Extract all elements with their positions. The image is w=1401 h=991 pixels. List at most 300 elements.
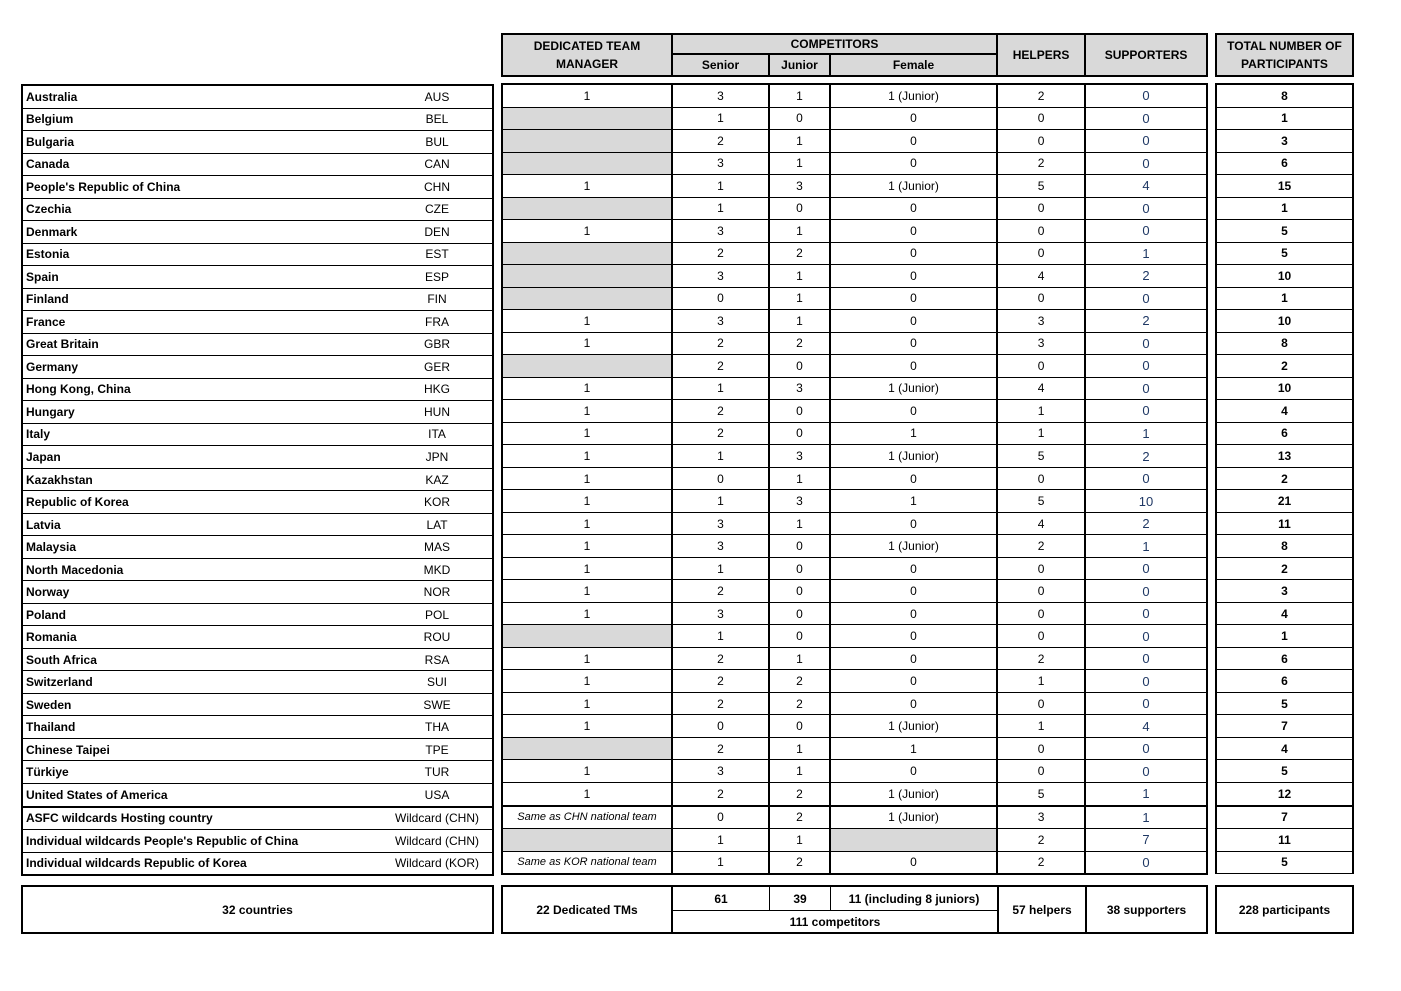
tm-cell (502, 829, 672, 852)
female-cell: 1 (Junior) (830, 535, 997, 558)
country-name: Belgium (22, 108, 382, 131)
country-row (22, 783, 493, 806)
female-cell: 0 (830, 557, 997, 580)
country-code: GBR (382, 333, 493, 356)
participants-table-body (502, 76, 1207, 874)
spacer (1216, 76, 1353, 84)
helpers-cell: 2 (997, 84, 1085, 107)
tm-cell (502, 197, 672, 220)
supporters-cell: 1 (1085, 782, 1207, 805)
total-cell: 1 (1216, 107, 1353, 130)
helpers-cell: 2 (997, 535, 1085, 558)
country-code: BUL (382, 131, 493, 154)
country-code: AUS (382, 85, 493, 108)
table-row (502, 220, 1207, 243)
supporters-cell: 0 (1085, 152, 1207, 175)
total-row (1216, 242, 1353, 265)
summary-supporters: 38 supporters (1085, 885, 1208, 934)
helpers-cell: 2 (997, 647, 1085, 670)
junior-cell: 1 (769, 287, 830, 310)
senior-cell: 1 (672, 851, 769, 874)
senior-cell: 2 (672, 737, 769, 760)
country-name: Switzerland (22, 671, 382, 694)
helpers-cell: 1 (997, 670, 1085, 693)
total-row (1216, 806, 1353, 829)
tm-cell (502, 130, 672, 153)
senior-cell: 3 (672, 512, 769, 535)
tm-cell: 1 (502, 400, 672, 423)
helpers-cell: 3 (997, 310, 1085, 333)
table-row (502, 377, 1207, 400)
female-cell: 1 (Junior) (830, 715, 997, 738)
total-cell: 11 (1216, 512, 1353, 535)
tm-cell: 1 (502, 602, 672, 625)
country-code: SWE (382, 693, 493, 716)
total-row (1216, 737, 1353, 760)
supporters-cell: 0 (1085, 670, 1207, 693)
country-name: South Africa (22, 648, 382, 671)
country-row (22, 558, 493, 581)
female-cell: 0 (830, 580, 997, 603)
header-female: Female (830, 54, 997, 76)
supporters-cell: 1 (1085, 806, 1207, 829)
country-name: Latvia (22, 513, 382, 536)
country-code: POL (382, 603, 493, 626)
summary-total-participants: 228 participants (1215, 885, 1354, 934)
total-cell: 8 (1216, 332, 1353, 355)
supporters-cell: 2 (1085, 310, 1207, 333)
total-row (1216, 220, 1353, 243)
senior-cell: 1 (672, 490, 769, 513)
junior-cell: 1 (769, 265, 830, 288)
junior-cell: 1 (769, 152, 830, 175)
junior-cell: 2 (769, 242, 830, 265)
total-row (1216, 287, 1353, 310)
total-row (1216, 422, 1353, 445)
junior-cell: 0 (769, 715, 830, 738)
total-cell: 15 (1216, 175, 1353, 198)
table-row (502, 152, 1207, 175)
female-cell: 0 (830, 400, 997, 423)
country-name: Japan (22, 446, 382, 469)
supporters-cell: 0 (1085, 377, 1207, 400)
helpers-cell: 2 (997, 829, 1085, 852)
country-code: TUR (382, 761, 493, 784)
country-code: RSA (382, 648, 493, 671)
helpers-cell: 0 (997, 220, 1085, 243)
table-row (502, 107, 1207, 130)
header-helpers: HELPERS (997, 34, 1085, 76)
junior-cell: 3 (769, 490, 830, 513)
helpers-cell: 0 (997, 107, 1085, 130)
country-code: FIN (382, 288, 493, 311)
country-code: ROU (382, 626, 493, 649)
table-row (502, 310, 1207, 333)
total-row (1216, 310, 1353, 333)
tm-cell: Same as CHN national team (502, 806, 672, 829)
table-row (502, 130, 1207, 153)
helpers-cell: 0 (997, 467, 1085, 490)
supporters-cell: 0 (1085, 400, 1207, 423)
junior-cell: 0 (769, 197, 830, 220)
total-row (1216, 670, 1353, 693)
country-name: Poland (22, 603, 382, 626)
totals-table (1215, 33, 1354, 874)
tm-cell: 1 (502, 422, 672, 445)
supporters-cell: 2 (1085, 265, 1207, 288)
tm-cell: 1 (502, 445, 672, 468)
female-cell: 1 (Junior) (830, 445, 997, 468)
helpers-cell: 0 (997, 602, 1085, 625)
tm-cell (502, 287, 672, 310)
senior-cell: 0 (672, 715, 769, 738)
total-row (1216, 130, 1353, 153)
country-row (22, 581, 493, 604)
helpers-cell: 4 (997, 265, 1085, 288)
country-row (22, 153, 493, 176)
female-cell: 0 (830, 265, 997, 288)
country-name: Canada (22, 153, 382, 176)
supporters-cell: 1 (1085, 422, 1207, 445)
senior-cell: 2 (672, 130, 769, 153)
supporters-cell: 0 (1085, 467, 1207, 490)
tm-cell: 1 (502, 670, 672, 693)
tm-cell: 1 (502, 377, 672, 400)
country-table-body (22, 85, 493, 875)
tm-cell: 1 (502, 647, 672, 670)
country-row (22, 807, 493, 830)
total-row (1216, 152, 1353, 175)
female-cell: 0 (830, 851, 997, 874)
header-total-line2: PARTICIPANTS (1241, 57, 1328, 71)
country-row (22, 198, 493, 221)
junior-cell: 1 (769, 737, 830, 760)
table-row (502, 84, 1207, 107)
total-cell: 8 (1216, 535, 1353, 558)
country-row (22, 423, 493, 446)
female-cell: 1 (830, 737, 997, 760)
female-cell: 1 (Junior) (830, 377, 997, 400)
female-cell: 0 (830, 197, 997, 220)
senior-cell: 1 (672, 445, 769, 468)
female-cell: 0 (830, 107, 997, 130)
helpers-cell: 5 (997, 782, 1085, 805)
helpers-cell: 0 (997, 737, 1085, 760)
female-cell: 0 (830, 467, 997, 490)
total-row (1216, 332, 1353, 355)
junior-cell: 1 (769, 512, 830, 535)
country-code: HUN (382, 401, 493, 424)
country-code: LAT (382, 513, 493, 536)
female-cell: 0 (830, 130, 997, 153)
helpers-cell: 4 (997, 377, 1085, 400)
total-cell: 5 (1216, 242, 1353, 265)
supporters-cell: 0 (1085, 647, 1207, 670)
tm-cell: 1 (502, 310, 672, 333)
senior-cell: 2 (672, 670, 769, 693)
country-row (22, 85, 493, 108)
country-code: MKD (382, 558, 493, 581)
female-cell: 0 (830, 220, 997, 243)
table-row (502, 782, 1207, 805)
country-row (22, 468, 493, 491)
tm-cell: 1 (502, 332, 672, 355)
country-name: Finland (22, 288, 382, 311)
female-cell: 0 (830, 242, 997, 265)
junior-cell: 0 (769, 400, 830, 423)
junior-cell: 0 (769, 535, 830, 558)
total-cell: 2 (1216, 355, 1353, 378)
female-cell: 0 (830, 152, 997, 175)
supporters-cell: 0 (1085, 760, 1207, 783)
senior-cell: 0 (672, 287, 769, 310)
female-cell: 0 (830, 647, 997, 670)
total-cell: 10 (1216, 265, 1353, 288)
table-row (502, 851, 1207, 874)
header-total (1216, 34, 1353, 76)
senior-cell: 2 (672, 332, 769, 355)
country-name: Denmark (22, 221, 382, 244)
total-row (1216, 580, 1353, 603)
helpers-cell: 1 (997, 400, 1085, 423)
senior-cell: 1 (672, 197, 769, 220)
supporters-cell: 0 (1085, 332, 1207, 355)
country-name: Hungary (22, 401, 382, 424)
table-row (502, 580, 1207, 603)
helpers-cell: 0 (997, 242, 1085, 265)
supporters-cell: 4 (1085, 175, 1207, 198)
junior-cell: 1 (769, 760, 830, 783)
table-row (502, 332, 1207, 355)
female-cell: 1 (Junior) (830, 806, 997, 829)
junior-cell: 3 (769, 175, 830, 198)
helpers-cell: 0 (997, 760, 1085, 783)
table-row (502, 175, 1207, 198)
total-row (1216, 175, 1353, 198)
country-code: USA (382, 783, 493, 806)
tm-cell: 1 (502, 715, 672, 738)
total-row (1216, 355, 1353, 378)
country-row (22, 333, 493, 356)
country-row (22, 830, 493, 853)
supporters-cell: 2 (1085, 512, 1207, 535)
spacer-row (1216, 76, 1353, 84)
female-cell: 1 (830, 490, 997, 513)
country-row (22, 311, 493, 334)
country-row (22, 221, 493, 244)
country-code: TPE (382, 738, 493, 761)
helpers-cell: 5 (997, 175, 1085, 198)
tm-cell (502, 152, 672, 175)
summary-competitors-breakdown (673, 887, 997, 911)
country-code: FRA (382, 311, 493, 334)
spacer (502, 76, 1207, 84)
country-name: Estonia (22, 243, 382, 266)
total-row (1216, 512, 1353, 535)
total-cell: 6 (1216, 422, 1353, 445)
junior-cell: 0 (769, 625, 830, 648)
supporters-cell: 0 (1085, 625, 1207, 648)
table-row (502, 715, 1207, 738)
tm-cell: 1 (502, 512, 672, 535)
total-row (1216, 265, 1353, 288)
country-row (22, 716, 493, 739)
senior-cell: 2 (672, 400, 769, 423)
senior-cell: 1 (672, 107, 769, 130)
total-cell: 2 (1216, 557, 1353, 580)
junior-cell: 1 (769, 467, 830, 490)
country-code: Wildcard (CHN) (382, 830, 493, 853)
tm-cell (502, 265, 672, 288)
country-name: Republic of Korea (22, 491, 382, 514)
country-code: GER (382, 356, 493, 379)
tm-cell: 1 (502, 760, 672, 783)
helpers-cell: 4 (997, 512, 1085, 535)
supporters-cell: 0 (1085, 602, 1207, 625)
total-cell: 6 (1216, 647, 1353, 670)
country-name: France (22, 311, 382, 334)
helpers-cell: 5 (997, 490, 1085, 513)
table-row (502, 692, 1207, 715)
country-name: Czechia (22, 198, 382, 221)
total-cell: 5 (1216, 851, 1353, 874)
country-name: ASFC wildcards Hosting country (22, 807, 382, 830)
senior-cell: 3 (672, 602, 769, 625)
helpers-cell: 0 (997, 355, 1085, 378)
spacer-row (502, 76, 1207, 84)
female-cell: 1 (Junior) (830, 782, 997, 805)
country-code: CZE (382, 198, 493, 221)
tm-cell: 1 (502, 535, 672, 558)
female-cell: 1 (Junior) (830, 175, 997, 198)
total-cell: 1 (1216, 625, 1353, 648)
senior-cell: 1 (672, 829, 769, 852)
total-cell: 7 (1216, 806, 1353, 829)
country-code: EST (382, 243, 493, 266)
table-row (502, 806, 1207, 829)
table-row (502, 242, 1207, 265)
table-row (502, 737, 1207, 760)
header-junior: Junior (769, 54, 830, 76)
tm-cell: 1 (502, 490, 672, 513)
female-cell: 1 (Junior) (830, 84, 997, 107)
total-row (1216, 445, 1353, 468)
supporters-cell: 0 (1085, 737, 1207, 760)
female-cell: 0 (830, 670, 997, 693)
summary-helpers: 57 helpers (997, 885, 1087, 934)
country-code: THA (382, 716, 493, 739)
summary-senior: 61 (673, 887, 770, 910)
total-row (1216, 829, 1353, 852)
total-row (1216, 760, 1353, 783)
tm-cell: 1 (502, 220, 672, 243)
supporters-cell: 4 (1085, 715, 1207, 738)
header-tm: DEDICATED TEAM MANAGER (502, 34, 672, 76)
total-row (1216, 625, 1353, 648)
summary-competitors-total: 111 competitors (789, 915, 881, 929)
country-name: Malaysia (22, 536, 382, 559)
country-row (22, 176, 493, 199)
country-row (22, 852, 493, 875)
senior-cell: 3 (672, 310, 769, 333)
country-name: Chinese Taipei (22, 738, 382, 761)
senior-cell: 1 (672, 175, 769, 198)
tm-cell (502, 625, 672, 648)
country-row (22, 243, 493, 266)
total-row (1216, 377, 1353, 400)
country-code: SUI (382, 671, 493, 694)
summary-female: 11 (including 8 juniors) (848, 891, 980, 906)
tm-cell: 1 (502, 175, 672, 198)
country-name: Kazakhstan (22, 468, 382, 491)
senior-cell: 2 (672, 692, 769, 715)
total-cell: 21 (1216, 490, 1353, 513)
country-table (21, 84, 494, 876)
country-name: Türkiye (22, 761, 382, 784)
table-row (502, 422, 1207, 445)
total-cell: 8 (1216, 84, 1353, 107)
totals-table-body (1216, 76, 1353, 874)
country-row (22, 356, 493, 379)
total-cell: 13 (1216, 445, 1353, 468)
table-row (502, 197, 1207, 220)
country-name: North Macedonia (22, 558, 382, 581)
senior-cell: 2 (672, 782, 769, 805)
tm-cell (502, 107, 672, 130)
header-total-line1: TOTAL NUMBER OF (1227, 39, 1342, 53)
country-code: ESP (382, 266, 493, 289)
supporters-cell: 0 (1085, 107, 1207, 130)
female-cell: 0 (830, 287, 997, 310)
total-cell: 7 (1216, 715, 1353, 738)
country-row (22, 693, 493, 716)
junior-cell: 2 (769, 332, 830, 355)
senior-cell: 2 (672, 355, 769, 378)
junior-cell: 1 (769, 310, 830, 333)
summary-competitors (671, 885, 999, 934)
supporters-cell: 0 (1085, 557, 1207, 580)
total-cell: 2 (1216, 467, 1353, 490)
total-cell: 10 (1216, 310, 1353, 333)
senior-cell: 2 (672, 422, 769, 445)
table-row (502, 355, 1207, 378)
country-name: Germany (22, 356, 382, 379)
country-code: NOR (382, 581, 493, 604)
country-row (22, 648, 493, 671)
helpers-cell: 5 (997, 445, 1085, 468)
supporters-cell: 0 (1085, 692, 1207, 715)
female-cell: 0 (830, 310, 997, 333)
total-row (1216, 715, 1353, 738)
table-row (502, 445, 1207, 468)
header-senior: Senior (672, 54, 769, 76)
helpers-cell: 1 (997, 422, 1085, 445)
senior-cell: 3 (672, 152, 769, 175)
senior-cell: 3 (672, 760, 769, 783)
female-cell: 0 (830, 512, 997, 535)
total-cell: 6 (1216, 152, 1353, 175)
supporters-cell: 7 (1085, 829, 1207, 852)
total-cell: 1 (1216, 197, 1353, 220)
country-row (22, 108, 493, 131)
junior-cell: 1 (769, 130, 830, 153)
country-code: Wildcard (KOR) (382, 852, 493, 875)
tm-cell: 1 (502, 782, 672, 805)
junior-cell: 2 (769, 851, 830, 874)
helpers-cell: 0 (997, 692, 1085, 715)
tm-cell: 1 (502, 692, 672, 715)
tm-cell: 1 (502, 580, 672, 603)
